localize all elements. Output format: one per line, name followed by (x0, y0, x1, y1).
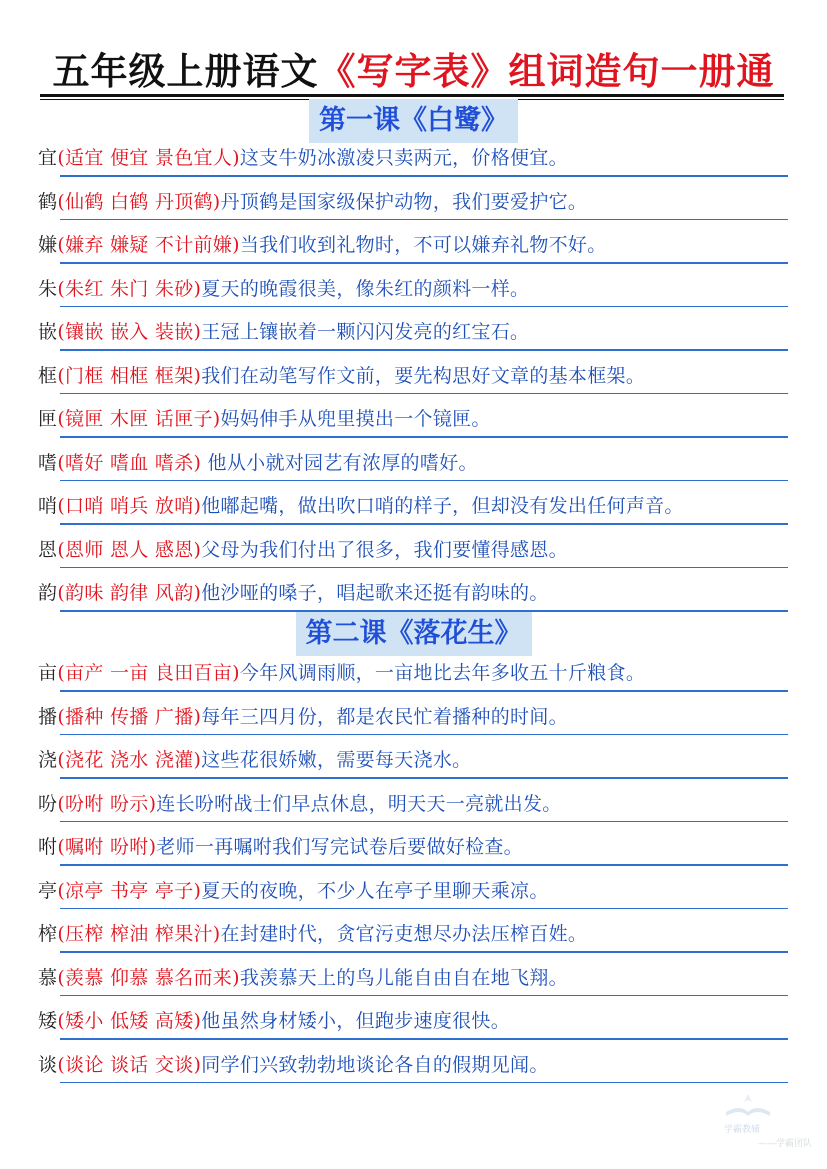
entry-underline (60, 306, 788, 308)
entry-char: 慕 (38, 966, 58, 989)
entry-char: 哨 (38, 495, 58, 517)
entry-char: 亩 (38, 662, 58, 684)
entry-char: 鹤 (38, 190, 58, 213)
entry-row (38, 656, 798, 700)
entry-row (38, 917, 798, 961)
entry-char: 朱 (38, 277, 58, 300)
entry-row (38, 359, 798, 403)
entry-words: (凉亭 书亭 亭子) (57, 879, 202, 902)
lesson-heading-2 (0, 611, 827, 657)
lesson-title: 第二课《落花生》 (296, 612, 532, 656)
entry-words: (播种 传播 广播) (57, 705, 202, 728)
entry-char: 嫌 (38, 234, 58, 256)
entry-underline (60, 908, 788, 910)
entry-char: 榨 (38, 923, 58, 945)
entry-words: (羡慕 仰慕 慕名而来) (57, 966, 240, 989)
entry-underline (60, 219, 788, 221)
lesson-1-entries (38, 141, 798, 620)
title-part-2: 《写字表》组词造句 (318, 49, 661, 93)
entry-sentence: 这支牛奶冰激凌只卖两元，价格便宜。 (239, 147, 568, 169)
entry-row (38, 1048, 798, 1092)
entry-underline (60, 175, 788, 177)
entry-char: 亭 (38, 879, 58, 902)
entry-row (38, 272, 798, 316)
entry-underline (60, 821, 788, 823)
entry-words: (压榨 榨油 榨果汁) (57, 923, 221, 945)
entry-row (38, 315, 798, 359)
entry-row (38, 874, 798, 918)
entry-underline (60, 864, 788, 866)
page-title (0, 46, 827, 96)
entry-words: (恩师 恩人 感恩) (57, 538, 202, 561)
entry-char: 吩 (38, 792, 58, 815)
entry-underline (60, 1082, 788, 1084)
entry-sentence: 丹顶鹤是国家级保护动物，我们要爱护它。 (220, 190, 588, 213)
entry-sentence: 在封建时代，贪官污吏想尽办法压榨百姓。 (220, 923, 588, 945)
entry-sentence: 王冠上镶嵌着一颗闪闪发亮的红宝石。 (201, 321, 530, 343)
entry-row (38, 1004, 798, 1048)
entry-underline (60, 523, 788, 525)
entry-words: (镜匣 木匣 话匣子) (57, 408, 221, 430)
entry-sentence: 他嘟起嘴，做出吹口哨的样子，但却没有发出任何声音。 (201, 495, 684, 517)
entry-underline (60, 567, 788, 569)
entry-sentence: 老师一再嘱咐我们写完试卷后要做好检查。 (156, 836, 523, 858)
entry-row (38, 402, 798, 446)
watermark (718, 1090, 813, 1150)
entry-row (38, 141, 798, 185)
book-logo-icon (718, 1090, 778, 1122)
entry-underline (60, 690, 788, 692)
entry-sentence: 这些花很娇嫩，需要每天浇水。 (201, 749, 472, 771)
entry-row (38, 489, 798, 533)
entry-underline (60, 349, 788, 351)
entry-char: 嗜 (38, 451, 58, 474)
entry-char: 矮 (38, 1010, 58, 1032)
entry-words: (门框 相框 框架) (57, 364, 202, 387)
entry-words: (韵味 韵律 风韵) (57, 582, 202, 604)
entry-char: 韵 (38, 582, 58, 604)
entry-underline (60, 777, 788, 779)
entry-row (38, 787, 798, 831)
entry-sentence: 他虽然身材矮小，但跑步速度很快。 (201, 1010, 511, 1032)
entry-char: 嵌 (38, 321, 58, 343)
entry-char: 框 (38, 364, 58, 387)
entry-words: (仙鹤 白鹤 丹顶鹤) (57, 190, 221, 213)
entry-char: 谈 (38, 1053, 58, 1076)
entry-underline (60, 393, 788, 395)
entry-sentence: 他沙哑的嗓子，唱起歌来还挺有韵味的。 (201, 582, 549, 604)
lesson-title: 第一课《白鹭》 (309, 99, 518, 143)
entry-char: 播 (38, 705, 58, 728)
entry-words: (吩咐 吩示) (57, 792, 157, 815)
entry-sentence: 今年风调雨顺，一亩地比去年多收五十斤粮食。 (239, 662, 646, 684)
entry-char: 咐 (38, 836, 58, 858)
entry-words: (亩产 一亩 良田百亩) (57, 662, 240, 684)
entry-row (38, 228, 798, 272)
entry-underline (60, 262, 788, 264)
entry-underline (60, 734, 788, 736)
entry-char: 宜 (38, 147, 58, 169)
lesson-heading-1 (0, 98, 827, 144)
entry-words: (嘱咐 吩咐) (57, 836, 157, 858)
entry-row (38, 185, 798, 229)
watermark-team: ——学霸团队 (758, 1139, 813, 1149)
entry-words: (口哨 哨兵 放哨) (57, 495, 202, 517)
entry-words: (矮小 低矮 高矮) (57, 1010, 202, 1032)
entry-words: (谈论 谈话 交谈) (57, 1053, 202, 1076)
entry-words: (适宜 便宜 景色宜人) (57, 147, 240, 169)
entry-sentence: 当我们收到礼物时，不可以嫌弃礼物不好。 (239, 234, 607, 256)
entry-char: 匣 (38, 408, 58, 430)
entry-char: 恩 (38, 538, 58, 561)
lesson-2-entries (38, 656, 798, 1091)
entry-sentence: 连长吩咐战士们早点休息，明天天一亮就出发。 (156, 792, 562, 815)
entry-sentence: 同学们兴致勃勃地谈论各自的假期见闻。 (201, 1053, 549, 1076)
entry-underline (60, 480, 788, 482)
entry-sentence: 父母为我们付出了很多，我们要懂得感恩。 (201, 538, 568, 561)
entry-row (38, 446, 798, 490)
entry-row (38, 533, 798, 577)
entry-sentence: 他从小就对园艺有浓厚的嗜好。 (201, 451, 478, 474)
watermark-brand: 学霸教辅 (724, 1125, 761, 1135)
entry-underline (60, 995, 788, 997)
entry-row (38, 830, 798, 874)
entry-words: (镶嵌 嵌入 装嵌) (57, 321, 202, 343)
entry-words: (朱红 朱门 朱砂) (57, 277, 202, 300)
entry-underline (60, 951, 788, 953)
entry-sentence: 每年三四月份，都是农民忙着播种的时间。 (201, 705, 568, 728)
entry-sentence: 我羡慕天上的鸟儿能自由自在地飞翔。 (239, 966, 568, 989)
entry-underline (60, 436, 788, 438)
entry-row (38, 700, 798, 744)
entry-row (38, 743, 798, 787)
entry-row (38, 961, 798, 1005)
entry-words: (浇花 浇水 浇灌) (57, 749, 202, 771)
entry-sentence: 夏天的夜晚，不少人在亭子里聊天乘凉。 (201, 879, 549, 902)
entry-words: (嗜好 嗜血 嗜杀) (57, 451, 202, 474)
entry-sentence: 妈妈伸手从兜里摸出一个镜匣。 (220, 408, 491, 430)
entry-char: 浇 (38, 749, 58, 771)
entry-words: (嫌弃 嫌疑 不计前嫌) (57, 234, 240, 256)
entry-underline (60, 1038, 788, 1040)
title-underline-thick (40, 94, 784, 97)
entry-sentence: 夏天的晚霞很美，像朱红的颜料一样。 (201, 277, 530, 300)
title-part-1: 五年级上册语文 (52, 49, 319, 93)
entry-sentence: 我们在动笔写作文前，要先构思好文章的基本框架。 (201, 364, 646, 387)
title-part-3: 一册通 (660, 49, 775, 93)
